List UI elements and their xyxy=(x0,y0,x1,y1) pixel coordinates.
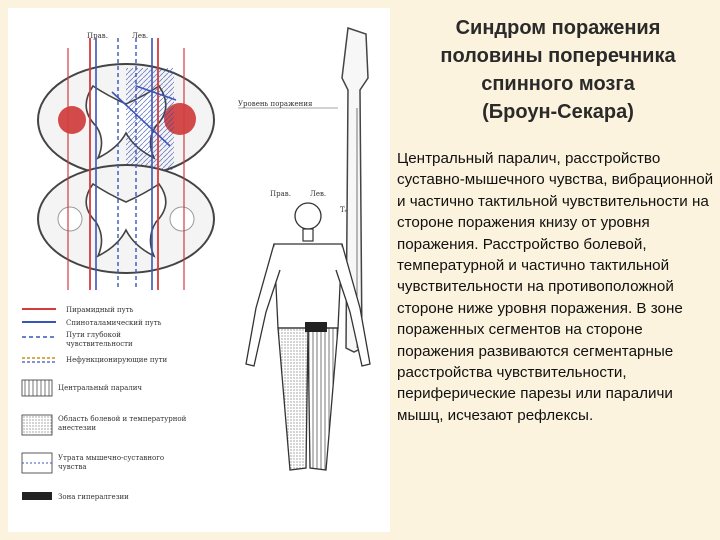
legend-deep-1: Пути глубокой xyxy=(66,331,121,339)
body-label-right: Прав. xyxy=(270,190,291,198)
lesion-level-label: Уровень поражения xyxy=(238,100,313,108)
upper-hemisection-hatch xyxy=(126,68,174,170)
brown-sequard-diagram xyxy=(8,8,390,532)
hyperalgesia-band xyxy=(305,322,327,332)
segment-mark: T₆ xyxy=(340,206,348,214)
legend-spinothalamic: Спиноталамический путь xyxy=(66,319,162,327)
legend-proprio-2: чувства xyxy=(58,463,87,471)
body-label-left: Лев. xyxy=(310,190,327,198)
lower-left-tract xyxy=(58,207,82,231)
lower-right-tract xyxy=(170,207,194,231)
upper-lesion-left xyxy=(58,106,86,134)
legend xyxy=(22,309,56,500)
legend-central-paralysis: Центральный паралич xyxy=(58,384,143,392)
legend-proprio-1: Утрата мышечно-суставного xyxy=(58,454,165,462)
cord-label-right: Прав. xyxy=(87,32,108,40)
title-line-1: Синдром поражения xyxy=(455,17,661,39)
right-arm xyxy=(246,244,280,366)
legend-deep-2: чувствительности xyxy=(66,340,133,348)
left-leg-paralysis xyxy=(308,328,338,470)
cord-cross-sections xyxy=(38,64,214,273)
title-line-3: спинного мозга xyxy=(481,73,635,95)
right-leg-anesthesia xyxy=(278,328,308,470)
legend-anesthesia-1: Область болевой и температурной xyxy=(58,415,187,423)
slide-title xyxy=(400,14,716,126)
legend-hyperalgesia: Зона гипералгезии xyxy=(58,493,129,501)
figure-panel xyxy=(8,8,390,532)
cord-label-left: Лев. xyxy=(132,32,149,40)
legend-nonfunctional: Нефункционирующие пути xyxy=(66,356,168,364)
syndrome-description: Центральный паралич, расстройство суставно-мышечного чувства, вибрационной и частично тактильной чувствительности на стороне поражения книзу от уровня поражения. Расстройство болевой, температурной и частично тактильной чувствительности на противоположной стороне ниже уровня поражения. В зоне пораженных сегментов на стороне поражения развиваются сегментарные расстройства чувствительности, периферические парезы или параличи мышц, исчезают рефлексы. xyxy=(397,150,714,424)
legend-anesthesia-2: анестезии xyxy=(58,424,97,432)
title-line-2: половины поперечника xyxy=(440,45,676,67)
title-line-4: (Броун-Секара) xyxy=(482,101,634,123)
torso xyxy=(274,244,342,328)
head xyxy=(295,203,321,229)
legend-pyramidal: Пирамидный путь xyxy=(66,306,134,314)
